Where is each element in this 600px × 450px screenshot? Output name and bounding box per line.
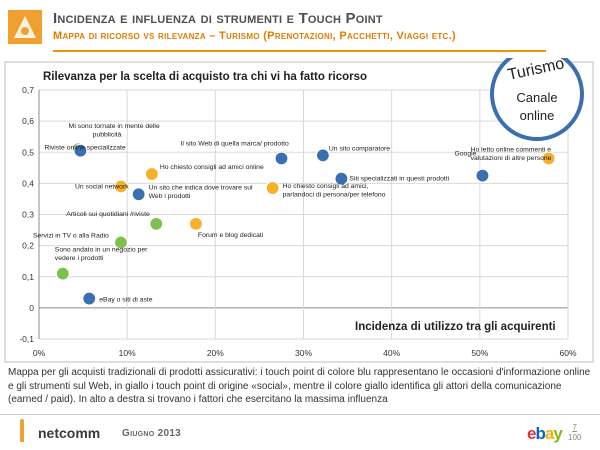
data-point-label: Articoli sui quotidiani /riviste xyxy=(66,210,150,218)
badge-line2: online xyxy=(519,108,555,123)
y-tick-label: 0,6 xyxy=(22,116,34,127)
data-point xyxy=(476,169,489,182)
page-current: 7 xyxy=(572,423,577,432)
data-point-label: Forum e blog dedicati xyxy=(197,231,264,239)
data-point-label: Ho letto online commenti e valutazioni di altre persone xyxy=(470,146,552,162)
chart-caption: Mappa per gli acquisti tradizionali di prodotti assicurativi: i touch point di colore blu rappresentano le occasioni d'informazione online e gli strumenti sul Web, in giallo i touch point di origine «social», mentre il colore giallo identifica gli attori della comunicazione (earned / paid). In alto a destra si trovano i fattori che esercitano la massima influenza xyxy=(8,367,591,405)
data-point-label: Un social network xyxy=(74,183,129,191)
y-tick-label: 0,7 xyxy=(22,85,34,95)
data-point-label: Ho chiesto consigli ad amici online xyxy=(159,164,264,172)
page-title: Incidenza e influenza di strumenti e Touch Point xyxy=(53,10,383,27)
data-point-label: Servizi in TV o alla Radio xyxy=(32,232,109,240)
data-point-label: Siti specializzati in questi prodotti xyxy=(349,175,450,183)
footer-brand: netcomm xyxy=(38,425,101,441)
chart-title: Rilevanza per la scelta di acquisto tra chi vi ha fatto ricorso xyxy=(43,71,368,83)
footer-divider xyxy=(0,414,600,415)
data-point xyxy=(189,217,202,230)
y-tick-label: 0,5 xyxy=(22,147,34,158)
data-point-label: Un sito che indica dove trovare sul Web i prodotti xyxy=(148,184,253,200)
x-tick-label: 50% xyxy=(471,348,489,358)
page-subtitle: Mappa di ricorso vs rilevanza – Turismo (Prenotazioni, Pacchetti, Viaggi etc.) xyxy=(53,30,456,42)
y-tick-label: 0,1 xyxy=(22,271,34,282)
page-number xyxy=(568,423,581,443)
netcomm-logo-icon xyxy=(8,10,42,44)
ebay-letter-y: y xyxy=(553,424,562,443)
data-point-label: Riviste online specializzate xyxy=(44,144,126,152)
x-tick-label: 60% xyxy=(559,348,577,358)
data-point-label: Un sito comparatore xyxy=(328,145,391,153)
data-point-label: Google xyxy=(454,150,477,158)
chart-area xyxy=(0,58,600,364)
x-tick-label: 10% xyxy=(118,348,136,358)
data-point-label: Il sito Web di quella marca/ prodotto xyxy=(180,140,289,148)
data-point-label: Sono andato in un negozio per vedere i prodotti xyxy=(54,246,148,263)
badge-title: Turismo xyxy=(506,58,566,84)
x-tick-label: 30% xyxy=(294,348,313,358)
ebay-letter-b: b xyxy=(535,424,545,443)
footer-date: Giugno 2013 xyxy=(122,428,182,439)
data-point-label: eBay o siti di aste xyxy=(99,296,153,304)
page-total: 100 xyxy=(568,433,582,442)
data-point xyxy=(145,168,158,181)
data-point-label: Mi sono tornate in mente delle pubblicità xyxy=(68,123,160,139)
ebay-letter-e: e xyxy=(527,424,536,443)
header-divider xyxy=(53,50,546,52)
y-tick-label: 0,2 xyxy=(22,240,34,251)
ebay-logo xyxy=(527,424,562,444)
badge-line1: Canale xyxy=(516,90,558,105)
x-tick-label: 40% xyxy=(383,348,401,358)
data-point-label: Ho chiesto consigli ad amici, parlandoci di persona/per telefono xyxy=(282,183,386,199)
y-tick-label: -0,1 xyxy=(19,334,34,344)
data-point xyxy=(150,217,163,230)
scatter-chart xyxy=(0,58,600,364)
x-tick-label: 20% xyxy=(206,348,224,358)
x-tick-label: 0% xyxy=(32,348,46,358)
ebay-letter-a: a xyxy=(544,424,554,443)
chart-xlabel: Incidenza di utilizzo tra gli acquirenti xyxy=(355,321,556,333)
y-tick-label: 0,3 xyxy=(22,209,34,220)
data-point xyxy=(56,267,69,280)
y-tick-label: 0,4 xyxy=(22,178,34,189)
data-point xyxy=(266,182,279,195)
data-point xyxy=(316,149,329,162)
turismo-badge xyxy=(492,58,582,139)
data-point xyxy=(83,292,96,305)
y-tick-label: 0 xyxy=(29,302,34,313)
data-point xyxy=(132,188,145,201)
data-point xyxy=(275,152,288,165)
